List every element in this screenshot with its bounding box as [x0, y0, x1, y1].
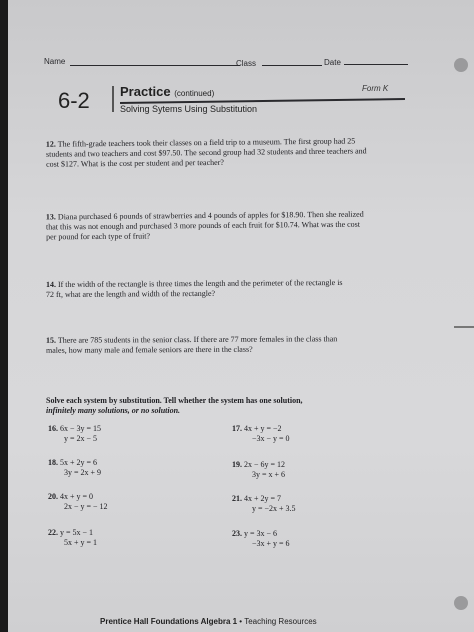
system-equation-1: 4x + y = 0 [60, 492, 94, 501]
page-title [120, 84, 214, 99]
class-line [262, 65, 322, 66]
system-equation-2: −3x + y = 6 [252, 539, 290, 548]
problem-number: 14. [45, 279, 56, 290]
system-18 [48, 458, 101, 478]
system-equation-1: 4x + 2y = 7 [244, 494, 282, 503]
problem-number: 15. [45, 335, 56, 345]
problem-text: Diana purchased 6 pounds of strawberries and 4 pounds of apples for $18.90. Then she realized that this was not enough and purchased 3 more pounds of each fruit for $10.74. What was the cost per pound for each type of fruit? [45, 209, 364, 242]
system-number: 20. [48, 492, 58, 501]
problem-number: 13. [45, 212, 56, 222]
system-number: 22. [48, 528, 58, 537]
binder-hole-top [454, 58, 468, 72]
problem-14 [46, 278, 348, 300]
system-equation-1: 6x − 3y = 15 [60, 424, 102, 433]
system-21 [232, 494, 296, 514]
system-23 [232, 529, 290, 549]
system-number: 23. [232, 529, 242, 538]
system-22 [48, 528, 97, 548]
footer-resource: Teaching Resources [244, 617, 317, 626]
system-number: 16. [48, 424, 58, 433]
system-equation-2: 2x − y = − 12 [64, 502, 108, 511]
name-label: Name [44, 57, 66, 66]
system-equation-2: −3x − y = 0 [252, 434, 290, 443]
class-label: Class [236, 59, 257, 68]
worksheet-page [8, 0, 474, 632]
instructions-line-2: infinitely many solutions, or no solution. [46, 406, 181, 415]
system-equation-1: 4x + y = −2 [244, 424, 282, 433]
problem-13 [46, 210, 371, 243]
system-number: 17. [232, 424, 242, 433]
system-equation-2: 3y = 2x + 9 [64, 468, 102, 477]
problem-text: If the width of the rectangle is three times the length and the perimeter of the rectangle is 72 ft, what are the length and width of the rectangle? [46, 277, 343, 300]
problem-12 [46, 136, 374, 169]
name-line [70, 65, 240, 66]
system-20 [48, 492, 108, 512]
system-equation-2: y = 2x − 5 [64, 434, 98, 443]
page-footer [100, 617, 317, 626]
system-17 [232, 424, 290, 444]
binder-hole-bottom [454, 596, 468, 610]
title-text: Practice [120, 84, 171, 99]
system-equation-2: y = −2x + 3.5 [252, 504, 296, 513]
system-number: 21. [232, 494, 242, 503]
footer-publisher: Prentice Hall Foundations Algebra 1 [100, 617, 238, 626]
title-suffix: (continued) [174, 89, 215, 98]
problem-number: 12. [45, 139, 56, 149]
system-equation-2: 5x + y = 1 [64, 538, 98, 547]
system-equation-1: 5x + 2y = 6 [60, 458, 98, 467]
instructions-line-1: Solve each system by substitution. Tell whether the system has one solution, [46, 396, 303, 405]
problem-15 [46, 334, 356, 356]
page-subtitle: Solving Sytems Using Substitution [120, 104, 258, 114]
system-19 [232, 460, 285, 480]
form-label: Form K [362, 84, 389, 93]
problem-text: There are 785 students in the senior class. If there are 77 more females in the class than males, how many male and female seniors are there in the class? [46, 334, 338, 355]
system-number: 19. [232, 460, 242, 469]
problem-text: The fifth-grade teachers took their classes on a field trip to a museum. The first group had 25 students and two teachers and cost $97.50. The second group had 32 students and three teachers and cost $127. What is the cost per student and per teacher? [45, 136, 367, 169]
footer-bullet: • [239, 617, 243, 626]
system-equation-2: 3y = x + 6 [252, 470, 286, 479]
system-equation-1: 2x − 6y = 12 [244, 460, 286, 469]
system-16 [48, 424, 101, 444]
date-label: Date [324, 58, 341, 67]
date-line [344, 64, 408, 65]
system-equation-1: y = 3x − 6 [244, 529, 278, 538]
instructions [46, 396, 366, 416]
title-divider [112, 86, 114, 112]
lesson-number: 6-2 [58, 88, 90, 113]
system-equation-1: y = 5x − 1 [60, 528, 94, 537]
system-number: 18. [48, 458, 58, 467]
page-edge-mark [454, 326, 474, 328]
